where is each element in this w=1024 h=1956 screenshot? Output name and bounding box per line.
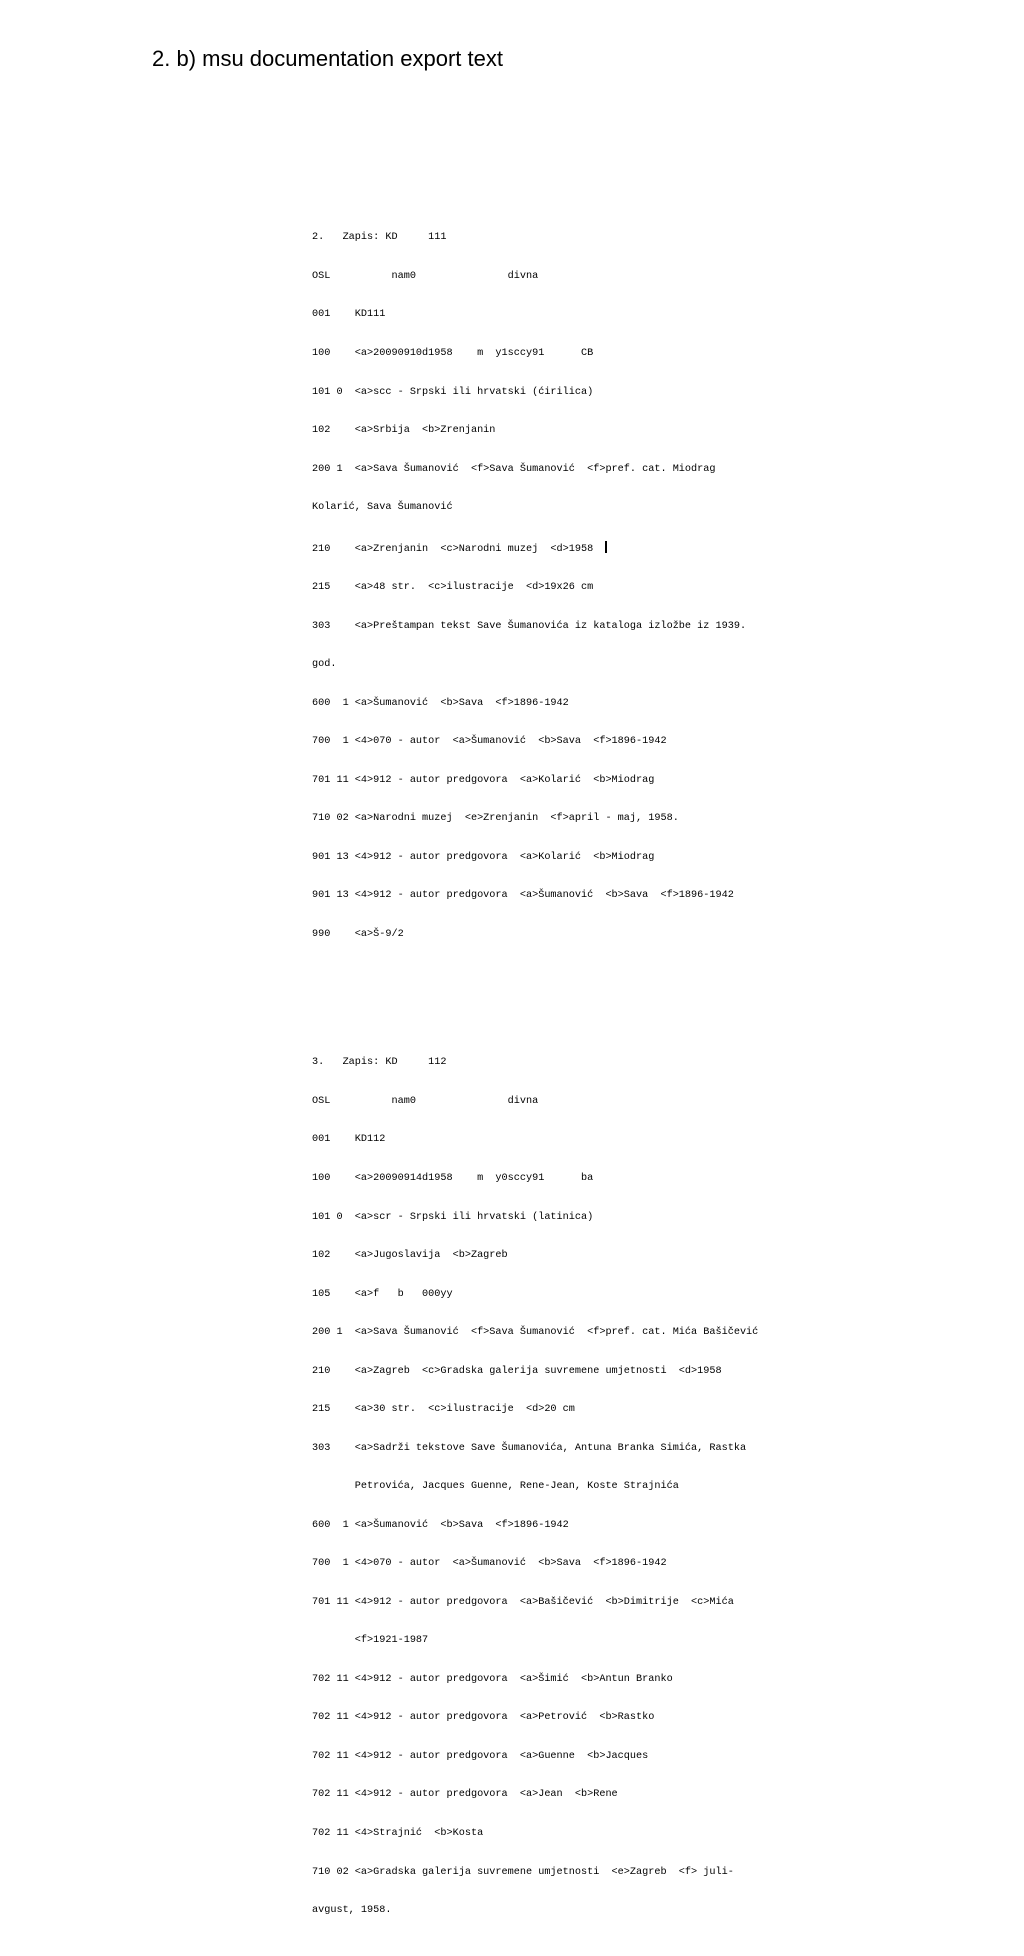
record-line: 901 13 <4>912 - autor predgovora <a>Šumanović <b>Sava <f>1896-1942 — [312, 890, 734, 902]
record-line: 3. Zapis: KD 112 — [312, 1057, 447, 1069]
record-line: 001 KD112 — [312, 1134, 386, 1146]
record-line: 702 11 <4>912 - autor predgovora <a>Guenne <b>Jacques — [312, 1750, 649, 1762]
record-line: Petrovića, Jacques Guenne, Rene-Jean, Koste Strajnića — [312, 1481, 679, 1493]
record-line: 303 <a>Sadrži tekstove Save Šumanovića, Antuna Branka Simića, Rastka — [312, 1442, 747, 1454]
record-line: 215 <a>48 str. <c>ilustracije <d>19x26 cm — [312, 582, 594, 594]
record-separator — [312, 993, 758, 1006]
record-line: Kolarić, Sava Šumanović — [312, 502, 453, 514]
record-line: 990 <a>Š-9/2 — [312, 928, 404, 940]
record-line: 702 11 <4>912 - autor predgovora <a>Jean <b>Rene — [312, 1789, 618, 1801]
record-line: OSL nam0 divna — [312, 270, 539, 282]
record-line: 200 1 <a>Sava Šumanović <f>Sava Šumanović <f>pref. cat. Mića Bašičević — [312, 1327, 759, 1339]
record-line: 702 11 <4>Strajnić <b>Kosta — [312, 1828, 484, 1839]
record-line: 702 11 <4>912 - autor predgovora <a>Šimić <b>Antun Branko — [312, 1673, 673, 1685]
record-line: 700 1 <4>070 - autor <a>Šumanović <b>Sava <f>1896-1942 — [312, 736, 667, 748]
record-line: 210 <a>Zrenjanin <c>Narodni muzej <d>1958 — [312, 543, 606, 555]
record-line: 702 11 <4>912 - autor predgovora <a>Petrović <b>Rastko — [312, 1712, 655, 1724]
record-block — [312, 1032, 758, 1944]
record-line: OSL nam0 divna — [312, 1095, 539, 1107]
record-line: 101 0 <a>scr - Srpski ili hrvatski (latinica) — [312, 1211, 594, 1223]
record-line: 701 11 <4>912 - autor predgovora <a>Kolarić <b>Miodrag — [312, 774, 655, 786]
record-line: 600 1 <a>Šumanović <b>Sava <f>1896-1942 — [312, 697, 569, 709]
record-line: 303 <a>Preštampan tekst Save Šumanovića iz kataloga izložbe iz 1939. — [312, 620, 747, 632]
record-line: 102 <a>Srbija <b>Zrenjanin — [312, 425, 496, 437]
record-line: 710 02 <a>Narodni muzej <e>Zrenjanin <f>april - maj, 1958. — [312, 813, 679, 825]
record-line: 2. Zapis: KD 111 — [312, 232, 447, 244]
record-line: 100 <a>20090910d1958 m y1sccy91 CB — [312, 347, 594, 359]
record-line: 102 <a>Jugoslavija <b>Zagreb — [312, 1250, 508, 1262]
record-line: 105 <a>f b 000yy — [312, 1288, 453, 1300]
record-line: 210 <a>Zagreb <c>Gradska galerija suvremene umjetnosti <d>1958 — [312, 1365, 722, 1377]
record-line: 200 1 <a>Sava Šumanović <f>Sava Šumanović <f>pref. cat. Miodrag — [312, 463, 716, 475]
record-line: 600 1 <a>Šumanović <b>Sava <f>1896-1942 — [312, 1519, 569, 1531]
record-line: 901 13 <4>912 - autor predgovora <a>Kolarić <b>Miodrag — [312, 851, 655, 863]
record-line: god. — [312, 659, 337, 671]
record-line: 700 1 <4>070 - autor <a>Šumanović <b>Sava <f>1896-1942 — [312, 1558, 667, 1570]
record-line: 710 02 <a>Gradska galerija suvremene umjetnosti <e>Zagreb <f> juli- — [312, 1866, 734, 1878]
record-line: avgust, 1958. — [312, 1905, 392, 1917]
record-line: 101 0 <a>scc - Srpski ili hrvatski (ćirilica) — [312, 386, 594, 398]
slide-title: 2. b) msu documentation export text — [152, 46, 503, 71]
record-line: 701 11 <4>912 - autor predgovora <a>Bašičević <b>Dimitrije <c>Mića — [312, 1596, 734, 1608]
record-line: 001 KD111 — [312, 309, 386, 321]
record-block — [312, 207, 758, 968]
document-text — [312, 181, 758, 1956]
record-line: 215 <a>30 str. <c>ilustracije <d>20 cm — [312, 1404, 575, 1416]
record-line: <f>1921-1987 — [312, 1635, 429, 1647]
text-cursor-icon — [605, 541, 607, 553]
record-line-with-cursor — [312, 541, 758, 557]
record-line: 100 <a>20090914d1958 m y0sccy91 ba — [312, 1172, 594, 1184]
